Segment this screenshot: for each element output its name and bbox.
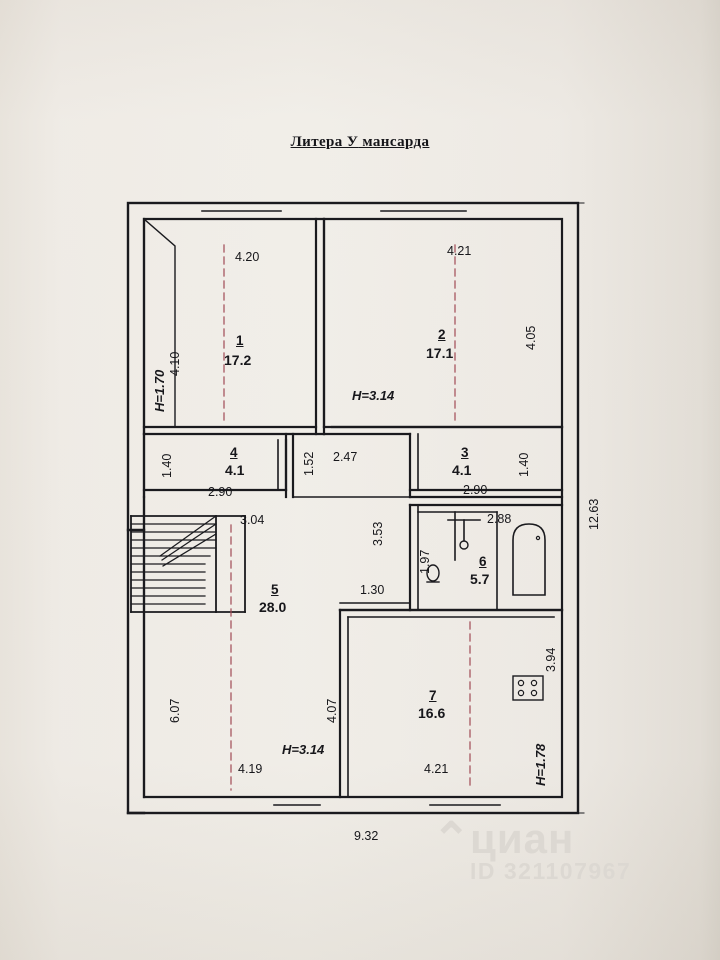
room-number-5: 5 [271, 582, 279, 597]
room-area-1: 17.2 [224, 352, 252, 368]
dim-room1-top: 4.20 [235, 250, 260, 264]
room-area-6: 5.7 [470, 571, 490, 587]
dim-room3-bottom: 2.90 [463, 483, 488, 497]
dim-room5-right: 4.07 [325, 698, 339, 723]
watermark-logo-icon: ⌃ [432, 813, 471, 865]
room-area-7: 16.6 [418, 705, 446, 721]
room-area-2: 17.1 [426, 345, 454, 361]
dim-stair-run: 3.04 [240, 513, 265, 527]
dim-bath-left: 3.53 [371, 521, 385, 546]
dim-room2-right: 4.05 [524, 325, 538, 350]
room-area-5: 28.0 [259, 599, 287, 615]
room-number-2: 2 [438, 327, 446, 342]
watermark-brand: циан [470, 815, 575, 862]
dim-room1-left: 4.10 [168, 351, 182, 376]
dim-room4-left: 1.40 [160, 453, 174, 478]
dim-room7-right: 3.94 [544, 647, 558, 672]
dim-overall-height: 12.63 [587, 498, 601, 530]
room-number-7: 7 [429, 688, 437, 703]
height-room5: H=3.14 [282, 742, 325, 757]
dim-room2-top: 4.21 [447, 244, 472, 258]
dim-bath-top: 2.88 [487, 512, 512, 526]
room-number-4: 4 [230, 445, 238, 460]
height-room2: H=3.14 [352, 388, 395, 403]
dim-room5-bottom: 4.19 [238, 762, 263, 776]
dim-bath-in: 1.97 [418, 549, 432, 574]
room-number-1: 1 [236, 333, 244, 348]
dim-room7-bottom: 4.21 [424, 762, 449, 776]
page-title-suffix: мансарда [358, 134, 430, 150]
page-title-prefix: Литера У [290, 134, 359, 150]
dim-room3-right: 1.40 [517, 452, 531, 477]
room-number-3: 3 [461, 445, 469, 460]
room-number-6: 6 [479, 554, 487, 569]
dim-room5-left: 6.07 [168, 698, 182, 723]
room-area-3: 4.1 [452, 462, 472, 478]
height-room1: H=1.70 [152, 369, 167, 412]
room-area-4: 4.1 [225, 462, 245, 478]
watermark-listing-id: ID 321107967 [470, 858, 632, 884]
dim-room4-bottom: 2.90 [208, 485, 233, 499]
dim-corridor: 1.30 [360, 583, 385, 597]
dim-overall-width: 9.32 [354, 829, 379, 843]
dim-mid-a: 1.52 [302, 451, 316, 476]
height-room7: H=1.78 [533, 743, 548, 786]
dim-mid-b: 2.47 [333, 450, 358, 464]
